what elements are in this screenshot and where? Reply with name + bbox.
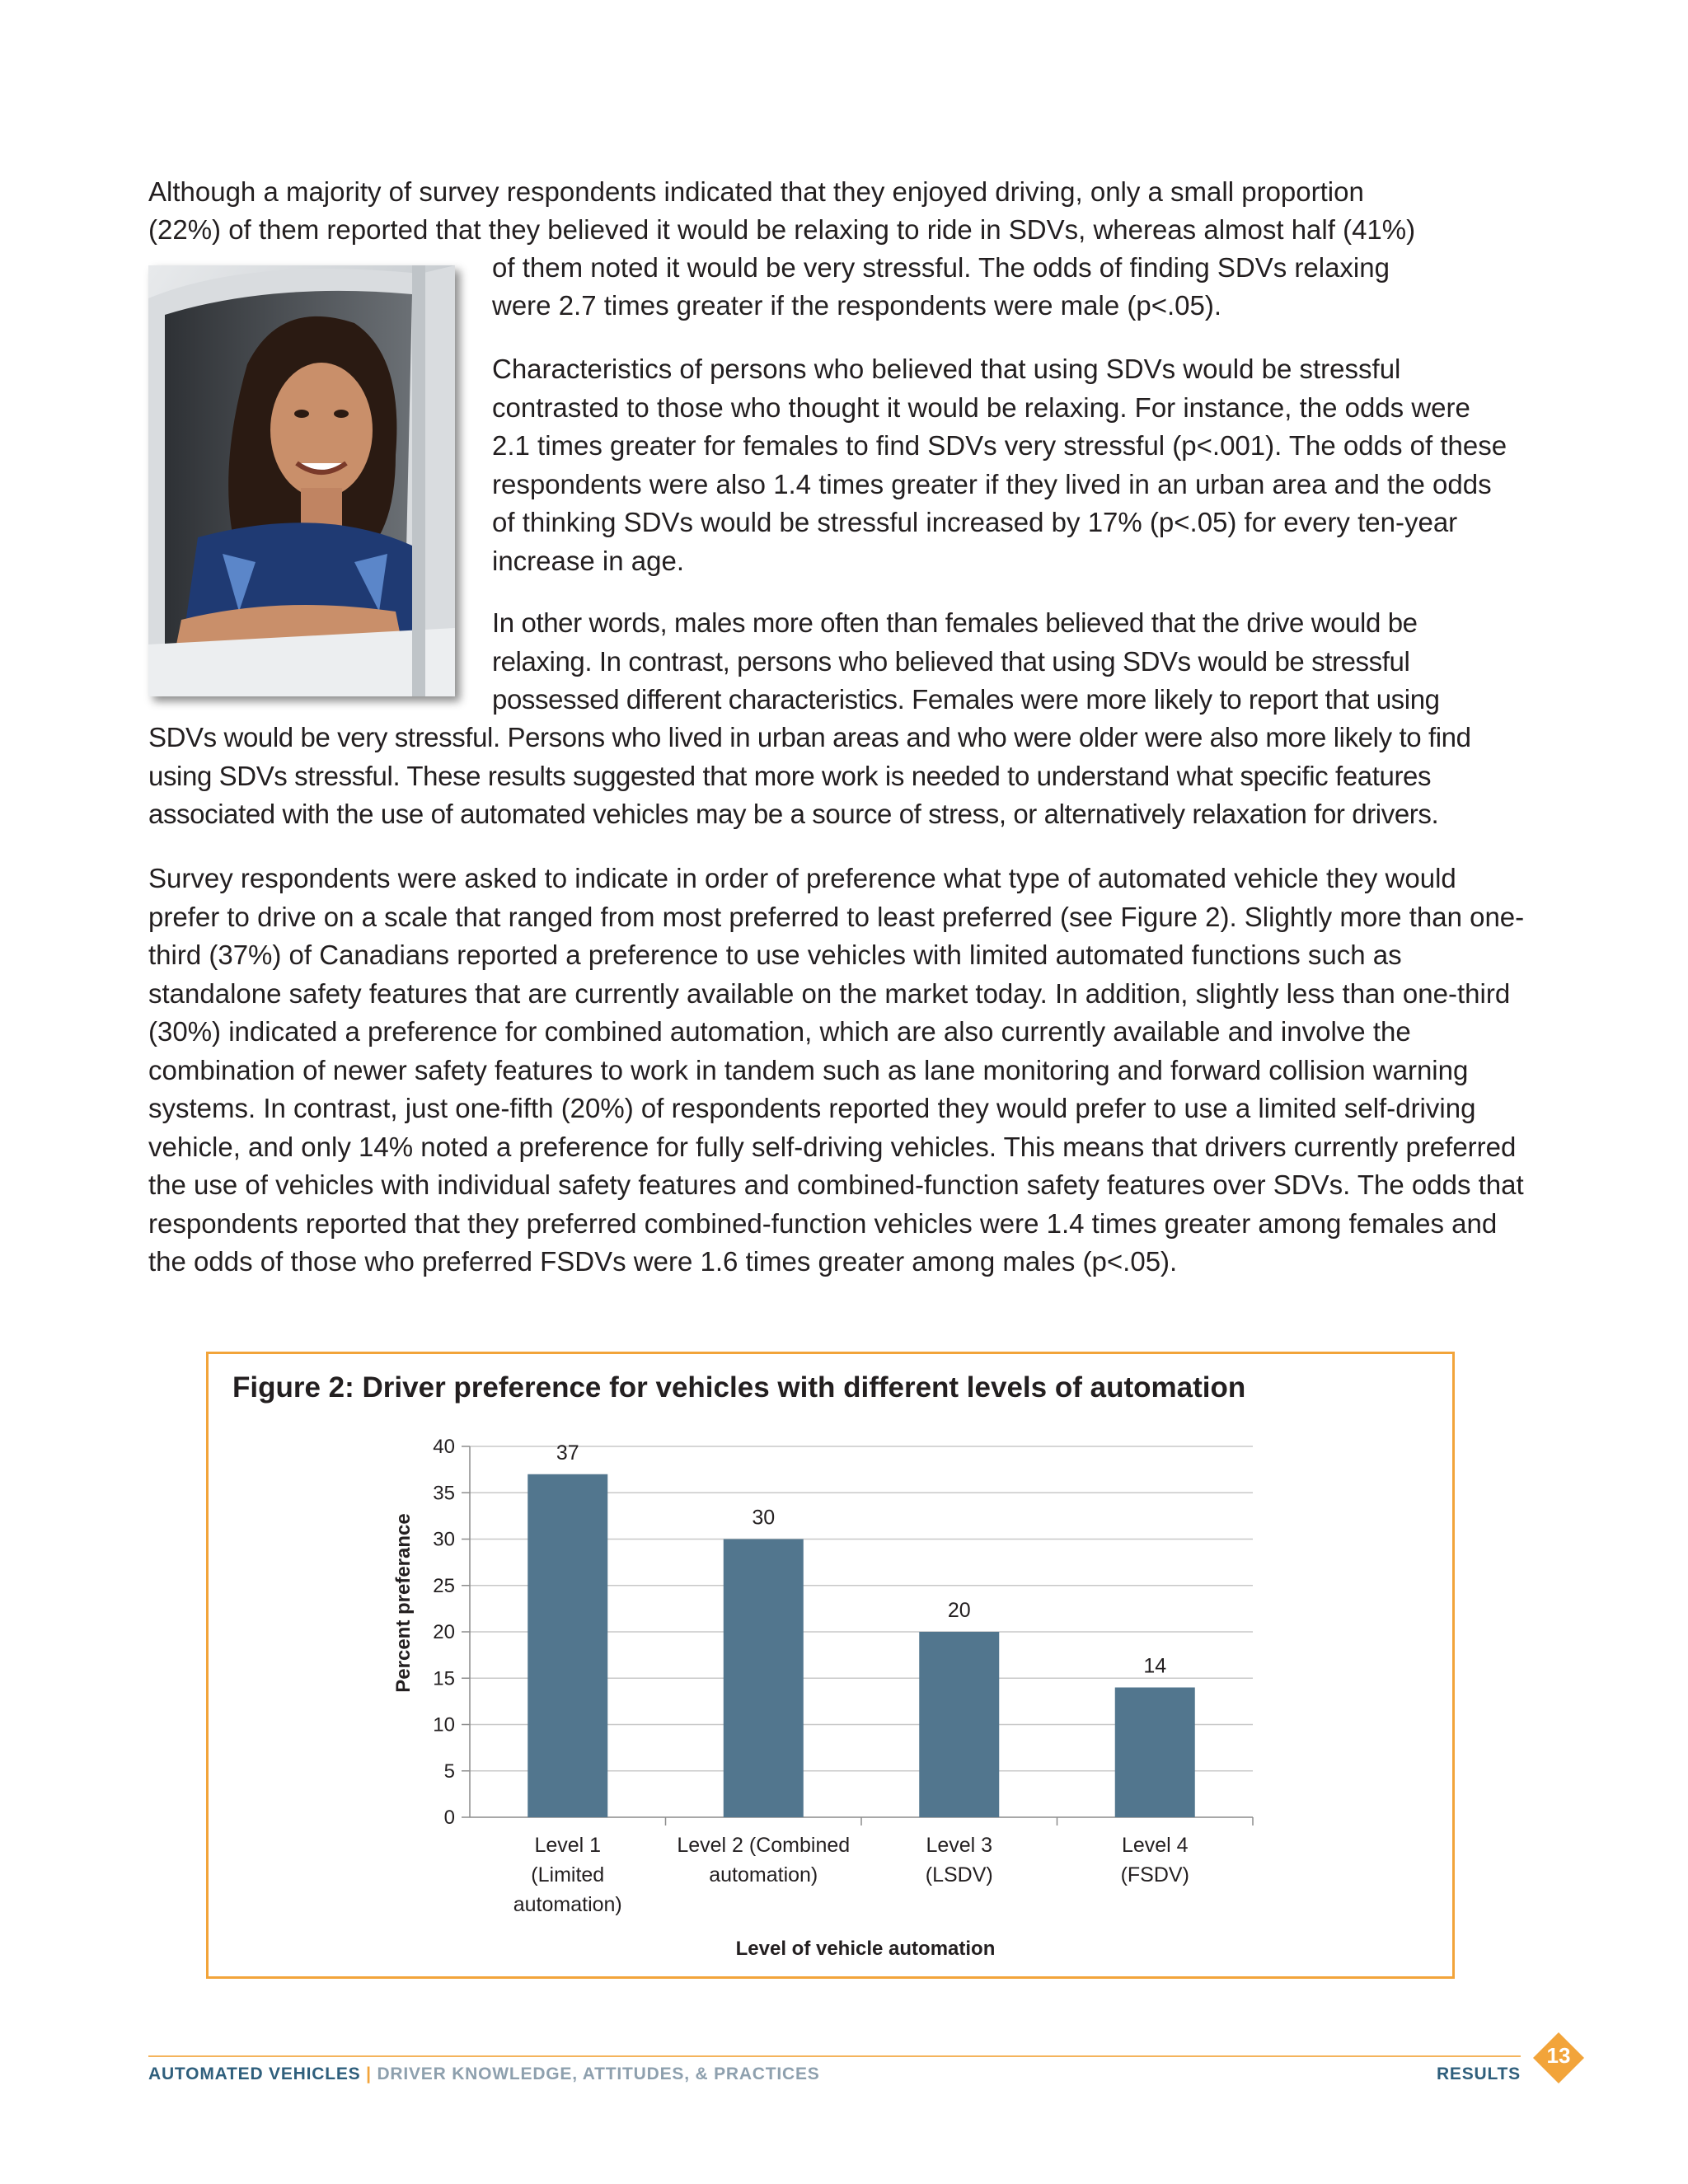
x-category-label-3: Level 3 (LSDV) (925, 1834, 993, 1886)
x-category-label-4: Level 4 (FSDV) (1120, 1834, 1189, 1886)
chart-bars (528, 1441, 1195, 1817)
y-tick-label-35: 35 (433, 1482, 455, 1505)
footer-section: RESULTS (1436, 2064, 1521, 2083)
y-tick-label-40: 40 (433, 1436, 455, 1458)
x-category-label-2: Level 2 (Combined automation) (677, 1834, 851, 1886)
paragraph-1-line-1: Although a majority of survey respondents indicated that they enjoyed driving, only a small proportion (148, 176, 1364, 207)
paragraph-2: Characteristics of persons who believed that using SDVs would be stressful contrasted to those who thought it would be relaxing. For instance, the odds were 2.1 times greater for females to find SDVs very stressful (p<.001). The odds of these respondents were also 1.4 times greater if they lived in an urban area and the odds of thinking SDVs would be stressful increased by 17% (p<.05) for every ten-year increase in age. (492, 354, 1507, 576)
paragraph-3-top: In other words, males more often than females believed that the drive would be relaxing. In contrast, persons who believed that using SDVs would be stressful possessed different characteristics. Females were more likely to report that using (492, 607, 1440, 715)
y-tick-label-5: 5 (443, 1760, 455, 1783)
footer-left (148, 2064, 820, 2085)
footer-title: AUTOMATED VEHICLES (148, 2064, 361, 2083)
data-label-4: 14 (1143, 1654, 1167, 1678)
bar-2 (724, 1540, 804, 1818)
bar-4 (1115, 1688, 1195, 1818)
data-label-1: 37 (556, 1441, 579, 1465)
y-tick-label-0: 0 (443, 1807, 455, 1829)
figure-title: Figure 2: Driver preference for vehicles with different levels of automation (232, 1371, 1246, 1404)
data-label-2: 30 (752, 1506, 776, 1530)
y-tick-label-20: 20 (433, 1621, 455, 1643)
paragraph-4: Survey respondents were asked to indicate in order of preference what type of automated vehicle they would prefer to drive on a scale that ranged from most preferred to least preferred (see Figure 2). Slightly more than one-third (37%) of Canadians reported a preference to use vehicles with limited automated functions such as standalone safety features that are currently available on the market today. In addition, slightly less than one-third (30%) indicated a preference for combined automation, which are also currently available and involve the combination of newer safety features to work in tandem such as lane monitoring and forward collision warning systems. In contrast, just one-fifth (20%) of respondents reported they would prefer to use a limited self-driving vehicle, and only 14% noted a preference for fully self-driving vehicles. This means that drivers currently preferred the use of vehicles with individual safety features and combined-function safety features over SDVs. The odds that respondents reported that they preferred combined-function vehicles were 1.4 times greater among females and the odds of those who preferred FSDVs were 1.6 times greater among males (p<.05). (148, 863, 1525, 1277)
footer-subtitle: DRIVER KNOWLEDGE, ATTITUDES, & PRACTICES (377, 2064, 820, 2083)
x-category-label-1: Level 1 (Limited automation) (513, 1834, 622, 1916)
footer-separator: | (366, 2064, 372, 2083)
bar-1 (528, 1474, 607, 1817)
y-axis-ticks (433, 1436, 455, 1829)
paragraph-3-bottom: SDVs would be very stressful. Persons who lived in urban areas and who were older were also more likely to find using SDVs stressful. These results suggested that more work is needed to understand what specific features associated with the use of automated vehicles may be a source of stress, or alternatively relaxation for drivers. (148, 722, 1471, 829)
paragraph-1-line-3: of them noted it would be very stressful. The odds of finding SDVs relaxing (492, 252, 1390, 283)
data-label-3: 20 (947, 1599, 971, 1622)
footer-rule (148, 2055, 1521, 2057)
x-axis-label: Level of vehicle automation (735, 1938, 996, 1960)
bar-3 (919, 1632, 999, 1817)
paragraph-1-line-4: were 2.7 times greater if the respondents were male (p<.05). (492, 290, 1222, 321)
x-axis-categories (513, 1834, 1189, 1916)
bar-chart (379, 1430, 1286, 1966)
y-axis-label: Percent preferance (392, 1513, 415, 1693)
paragraph-1-line-2: (22%) of them reported that they believed it would be relaxing to ride in SDVs, whereas almost half (41%) (148, 214, 1416, 245)
y-tick-label-30: 30 (433, 1528, 455, 1551)
smiling-woman-in-car-icon (148, 265, 455, 696)
page-number: 13 (1546, 2043, 1571, 2068)
y-tick-label-10: 10 (433, 1713, 455, 1736)
woman-in-car-photo (148, 265, 455, 696)
y-tick-label-25: 25 (433, 1574, 455, 1597)
y-tick-label-15: 15 (433, 1667, 455, 1690)
